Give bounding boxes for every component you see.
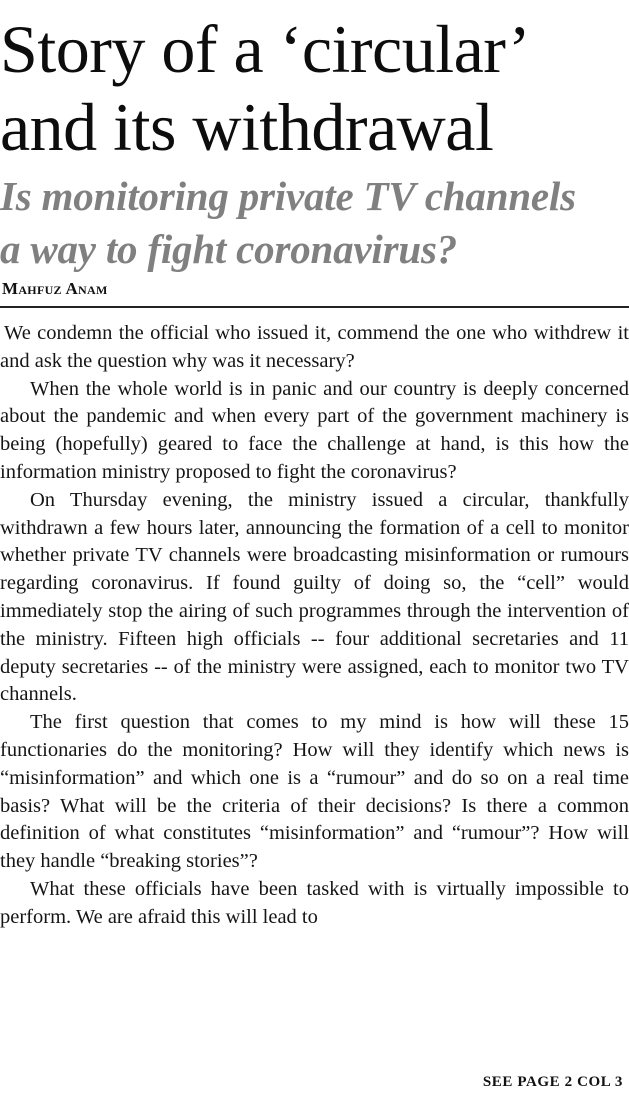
paragraph: When the whole world is in panic and our country is deeply concerned about the pandemic and when every part of the government machinery is being (hopefully) geared to face the challenge at hand, is this how the information ministry proposed to fight the coronavirus?: [0, 377, 629, 483]
headline-line-1: Story of a ‘circular’: [0, 11, 531, 87]
subheadline: [0, 170, 629, 276]
paragraph: On Thursday evening, the ministry issued a circular, thankfully withdrawn a few hours later, announcing the formation of a cell to monitor whether private TV channels were broadcasting misinformation or rumours regarding coronavirus. If found guilty of doing so, the “cell” would immediately stop the airing of such programmes through the intervention of the ministry. Fifteen high officials -- four additional secretaries and 11 deputy secretaries -- of the ministry were assigned, each to monitor two TV channels.: [0, 488, 629, 706]
paragraph: What these officials have been tasked with is virtually impossible to perform. We are afraid this will lead to: [0, 877, 629, 928]
subheadline-line-2: a way to fight coronavirus?: [0, 226, 458, 272]
headline: [0, 0, 629, 166]
paragraph: The first question that comes to my mind is how will these 15 functionaries do the monitoring? How will they identify which news is “misinformation” and which one is a “rumour” and do so on a real time basis? What will be the criteria of their decisions? Is there a common definition of what constitutes “misinformation” and “rumour”? How will they handle “breaking stories”?: [0, 711, 629, 873]
divider-rule: [0, 306, 629, 308]
subheadline-line-1: Is monitoring private TV channels: [0, 173, 576, 219]
continuation-jump-line: SEE PAGE 2 COL 3: [482, 1074, 623, 1090]
headline-line-2: and its withdrawal: [0, 89, 494, 165]
article-body: [0, 320, 629, 932]
paragraph: We condemn the official who issued it, commend the one who withdrew it and ask the question why was it necessary?: [0, 322, 629, 372]
byline: Mahfuz Anam: [2, 279, 108, 298]
